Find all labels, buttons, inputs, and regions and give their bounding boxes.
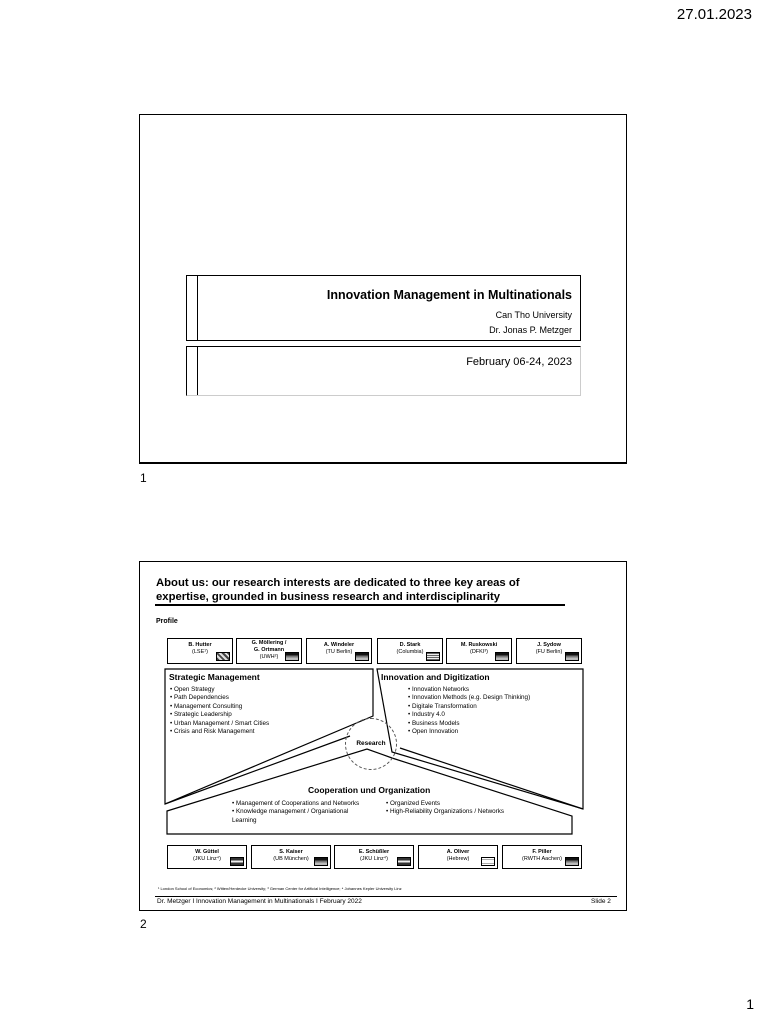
strategic-management-title: Strategic Management	[169, 672, 260, 682]
person-box	[516, 638, 582, 664]
list-item: • Innovation Methods (e.g. Design Thinking)	[408, 694, 530, 702]
person-name: B. Hutter	[188, 642, 212, 648]
person-name: M. Ruskowski	[460, 642, 498, 648]
germany-flag-icon	[314, 857, 328, 866]
list-item: • Path Dependencies	[170, 694, 269, 702]
slide-1-number: 1	[140, 471, 147, 485]
date-block	[186, 346, 581, 396]
list-item: • Strategic Leadership	[170, 711, 269, 719]
document-date: 27.01.2023	[676, 6, 752, 23]
person-affiliation: (Columbia)	[396, 649, 424, 655]
slide-footer-number: Slide 2	[591, 898, 611, 905]
germany-flag-icon	[495, 652, 509, 661]
person-box	[167, 845, 247, 869]
list-item: • Open Innovation	[408, 728, 530, 736]
person-affiliation: (DFKI³)	[469, 649, 489, 655]
person-affiliation: (JKU Linz⁴)	[359, 856, 389, 862]
slide-2-title	[156, 576, 576, 604]
list-item: • Open Strategy	[170, 686, 269, 694]
person-affiliation: (TU Berlin)	[325, 649, 353, 655]
israel-flag-icon	[481, 857, 495, 866]
profile-label: Profile	[156, 618, 178, 625]
innovation-digitization-title: Innovation and Digitization	[381, 672, 490, 682]
date-block-accent-bar	[197, 347, 198, 395]
slide-1-bottom-rule	[139, 462, 627, 464]
person-name: A. Windeler	[323, 642, 355, 648]
uk-flag-icon	[216, 652, 230, 661]
germany-flag-icon	[285, 652, 299, 661]
person-affiliation: (UWH²)	[259, 654, 279, 660]
institution: Can Tho University	[495, 310, 572, 320]
list-item: • Organized Events	[386, 800, 504, 808]
person-name: D. Stark	[399, 642, 421, 648]
person-box	[377, 638, 443, 664]
slide-2-title-line-2: expertise, grounded in business research and interdisciplinarity	[156, 591, 501, 603]
list-item: • Digitale Transformation	[408, 703, 530, 711]
page-number: 1	[746, 996, 754, 1012]
list-item: • Crisis and Risk Management	[170, 728, 269, 736]
person-name: F. Piller	[532, 849, 552, 855]
person-affiliation: (FU Berlin)	[535, 649, 563, 655]
list-item: • Industry 4.0	[408, 711, 530, 719]
person-name: E. Schüßler	[358, 849, 390, 855]
germany-flag-icon	[355, 652, 369, 661]
list-item: • Management of Cooperations and Networks	[232, 800, 372, 808]
person-box	[502, 845, 582, 869]
person-affiliation: (LSE¹)	[192, 649, 208, 655]
slide-footer-text: Dr. Metzger I Innovation Management in Multinationals I February 2022	[157, 898, 362, 905]
person-affiliation: (RWTH Aachen)	[522, 856, 562, 862]
innovation-digitization-list	[408, 686, 530, 736]
person-affiliation: (UB München)	[273, 856, 309, 862]
person-box	[334, 845, 414, 869]
cooperation-list-left	[232, 800, 372, 825]
title-block-accent-bar	[197, 276, 198, 340]
person-name: G. Möllering / G. Ortmann	[251, 640, 287, 653]
germany-flag-icon	[565, 652, 579, 661]
footnote: ¹ London School of Economics; ² Witten/Herdecke University; ³ German Center for Artificial Intelligence; ⁴ Johannes Kepler University Linz	[158, 886, 402, 891]
person-box	[251, 845, 331, 869]
strategic-management-list	[170, 686, 269, 736]
research-label: Research	[356, 740, 386, 747]
person-name: A. Oliver	[446, 849, 470, 855]
germany-flag-icon	[565, 857, 579, 866]
usa-flag-icon	[426, 652, 440, 661]
person-box	[236, 638, 302, 664]
person-affiliation: (JKU Linz⁴)	[192, 856, 222, 862]
person-box	[418, 845, 498, 869]
presentation-title: Innovation Management in Multinationals	[326, 288, 572, 302]
person-name: J. Sydow	[537, 642, 561, 648]
person-box	[167, 638, 233, 664]
footer-rule	[155, 896, 617, 897]
person-affiliation: (Hebrew)	[446, 856, 470, 862]
title-block	[186, 275, 581, 341]
list-item: • Knowledge management / Organiational Learning	[232, 808, 372, 825]
list-item: • Management Consulting	[170, 703, 269, 711]
austria-flag-icon	[230, 857, 244, 866]
presenter: Dr. Jonas P. Metzger	[489, 325, 572, 335]
person-box	[306, 638, 372, 664]
person-name: S. Kaiser	[279, 849, 303, 855]
list-item: • Innovation Networks	[408, 686, 530, 694]
cooperation-list-right	[386, 800, 504, 817]
slide-2-title-line-1: About us: our research interests are dedicated to three key areas of	[156, 577, 520, 589]
list-item: • Urban Management / Smart Cities	[170, 720, 269, 728]
title-underline	[155, 604, 565, 606]
cooperation-organization-title: Cooperation und Organization	[308, 785, 431, 795]
presentation-date: February 06-24, 2023	[466, 356, 572, 368]
list-item: • High-Reliability Organizations / Networks	[386, 808, 504, 816]
list-item: • Business Models	[408, 720, 530, 728]
person-name: W. Güttel	[195, 849, 219, 855]
person-box	[446, 638, 512, 664]
slide-2-number: 2	[140, 917, 147, 931]
austria-flag-icon	[397, 857, 411, 866]
